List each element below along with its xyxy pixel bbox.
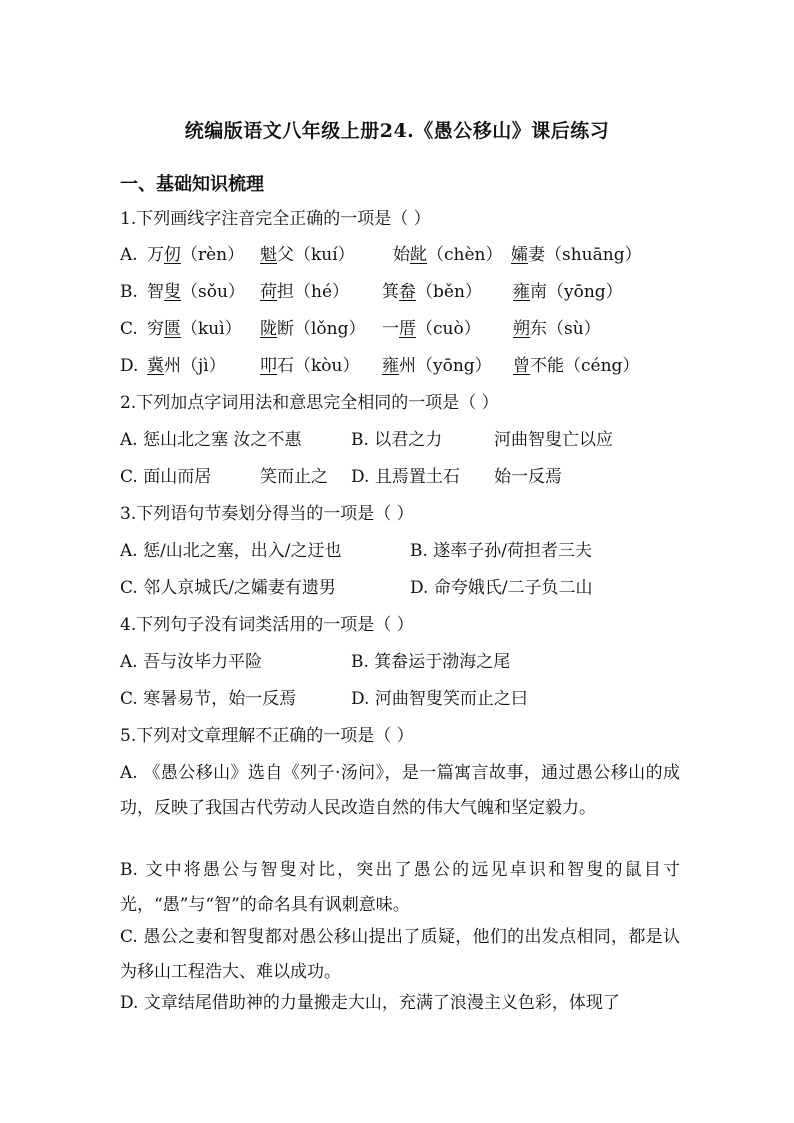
q2-option-a: A. 惩山北之塞 汝之不惠 (120, 430, 302, 450)
q3-option-a: A. 惩/山北之塞，出入/之迂也 (120, 541, 342, 561)
q2-option-c: C. 面山而居 (120, 467, 212, 487)
q4-option-d: D. 河曲智叟笑而止之曰 (351, 689, 528, 709)
q5-option-c: C. 愚公之妻和智叟都对愚公移山提出了质疑，他们的出发点相同，都是认为移山工程浩大、难以成功。 (120, 927, 680, 982)
q4-option-c: C. 寒暑易节，始一反焉 (120, 689, 297, 709)
q3-stem: 3.下列语句节奏划分得当的一项是（ ） (120, 504, 414, 524)
section-heading: 一、基础知识梳理 (120, 174, 264, 195)
q2-option-d: D. 且焉置土石 (351, 467, 460, 487)
q5-stem: 5.下列对文章理解不正确的一项是（ ） (120, 726, 414, 746)
q3-option-c: C. 邻人京城氏/之孀妻有遗男 (120, 578, 336, 598)
q3-option-b: B. 遂率子孙/荷担者三夫 (410, 541, 593, 561)
q4-stem: 4.下列句子没有词类活用的一项是（ ） (120, 615, 414, 635)
document-title: 统编版语文八年级上册24.《愚公移山》课后练习 (184, 120, 610, 142)
q3-option-d: D. 命夸娥氏/二子负二山 (410, 578, 593, 598)
q1-stem: 1.下列画线字注音完全正确的一项是（ ） (120, 209, 431, 229)
q5-option-a: A. 《愚公移山》选自《列子·汤问》，是一篇寓言故事，通过愚公移山的成功，反映了我国古代劳动人民改造自然的伟大气魄和坚定毅力。 (120, 763, 680, 818)
document-page: 统编版语文八年级上册24.《愚公移山》课后练习 一、基础知识梳理 1.下列画线字注音完全正确的一项是（ ） A. 万仞（rèn） 魁父（kuí） 始龀（chèn） 孀妻（shuāng） B. 智叟（sǒu） 荷担（hé） 箕畚（běn） 雍南（yōng） C. 穷匮（kuì） 陇断（lǒng） 一厝（cuò） 朔东（sù） D. 冀州（jì） 叩石（kòu） 雍州（yōng） 曾不能（céng） 2.下列加点字词用法和意思完全相同的一项是（ ） A. 惩山北之塞 汝之不惠 B. 以君之力 河曲智叟亡以应 C. 面山而居 笑而止之 D. 且焉置土石 始一反焉 3.下列语句节奏划分得当的一项是（ ） A. 惩/山北之塞，出入/之迂也 B. 遂率子孙/荷担者三夫 C. 邻人京城氏/之孀妻有遗男 D. 命夸娥氏/二子负二山 4.下列句子没有词类活用的一项是（ ） A. 吾与汝毕力平险 B. 箕畚运于渤海之尾 C. 寒暑易节，始一反焉 D. 河曲智叟笑而止之曰 5.下列对文章理解不正确的一项是（ ） A. 《愚公移山》选自《列子·汤问》，是一篇寓言故事，通过愚公移山的成功，反映了我国古代劳动人民改造自然的伟大气魄和坚定毅力。 B. 文中将愚公与智叟对比，突出了愚公的远见卓识和智叟的鼠目寸光，“愚”与“智”的命名具有讽刺意味。 C. 愚公之妻和智叟都对愚公移山提出了质疑，他们的出发点相同，都是认为移山工程浩大、难以成功。 D. 文章结尾借助神的力量搬走大山，充满了浪漫主义色彩，体现了 (0, 0, 794, 1123)
q4-option-b: B. 箕畚运于渤海之尾 (351, 652, 511, 672)
q2-option-b-second: 河曲智叟亡以应 (494, 430, 613, 450)
q2-stem: 2.下列加点字词用法和意思完全相同的一项是（ ） (120, 393, 499, 413)
q2-option-c-second: 笑而止之 (260, 467, 328, 487)
q2-option-b: B. 以君之力 (351, 430, 443, 450)
q4-option-a: A. 吾与汝毕力平险 (120, 652, 263, 672)
q5-option-b: B. 文中将愚公与智叟对比，突出了愚公的远见卓识和智叟的鼠目寸光，“愚”与“智”的命名具有讽刺意味。 (120, 860, 680, 915)
q2-option-d-second: 始一反焉 (494, 467, 562, 487)
q5-option-d: D. 文章结尾借助神的力量搬走大山，充满了浪漫主义色彩，体现了 (120, 993, 620, 1013)
